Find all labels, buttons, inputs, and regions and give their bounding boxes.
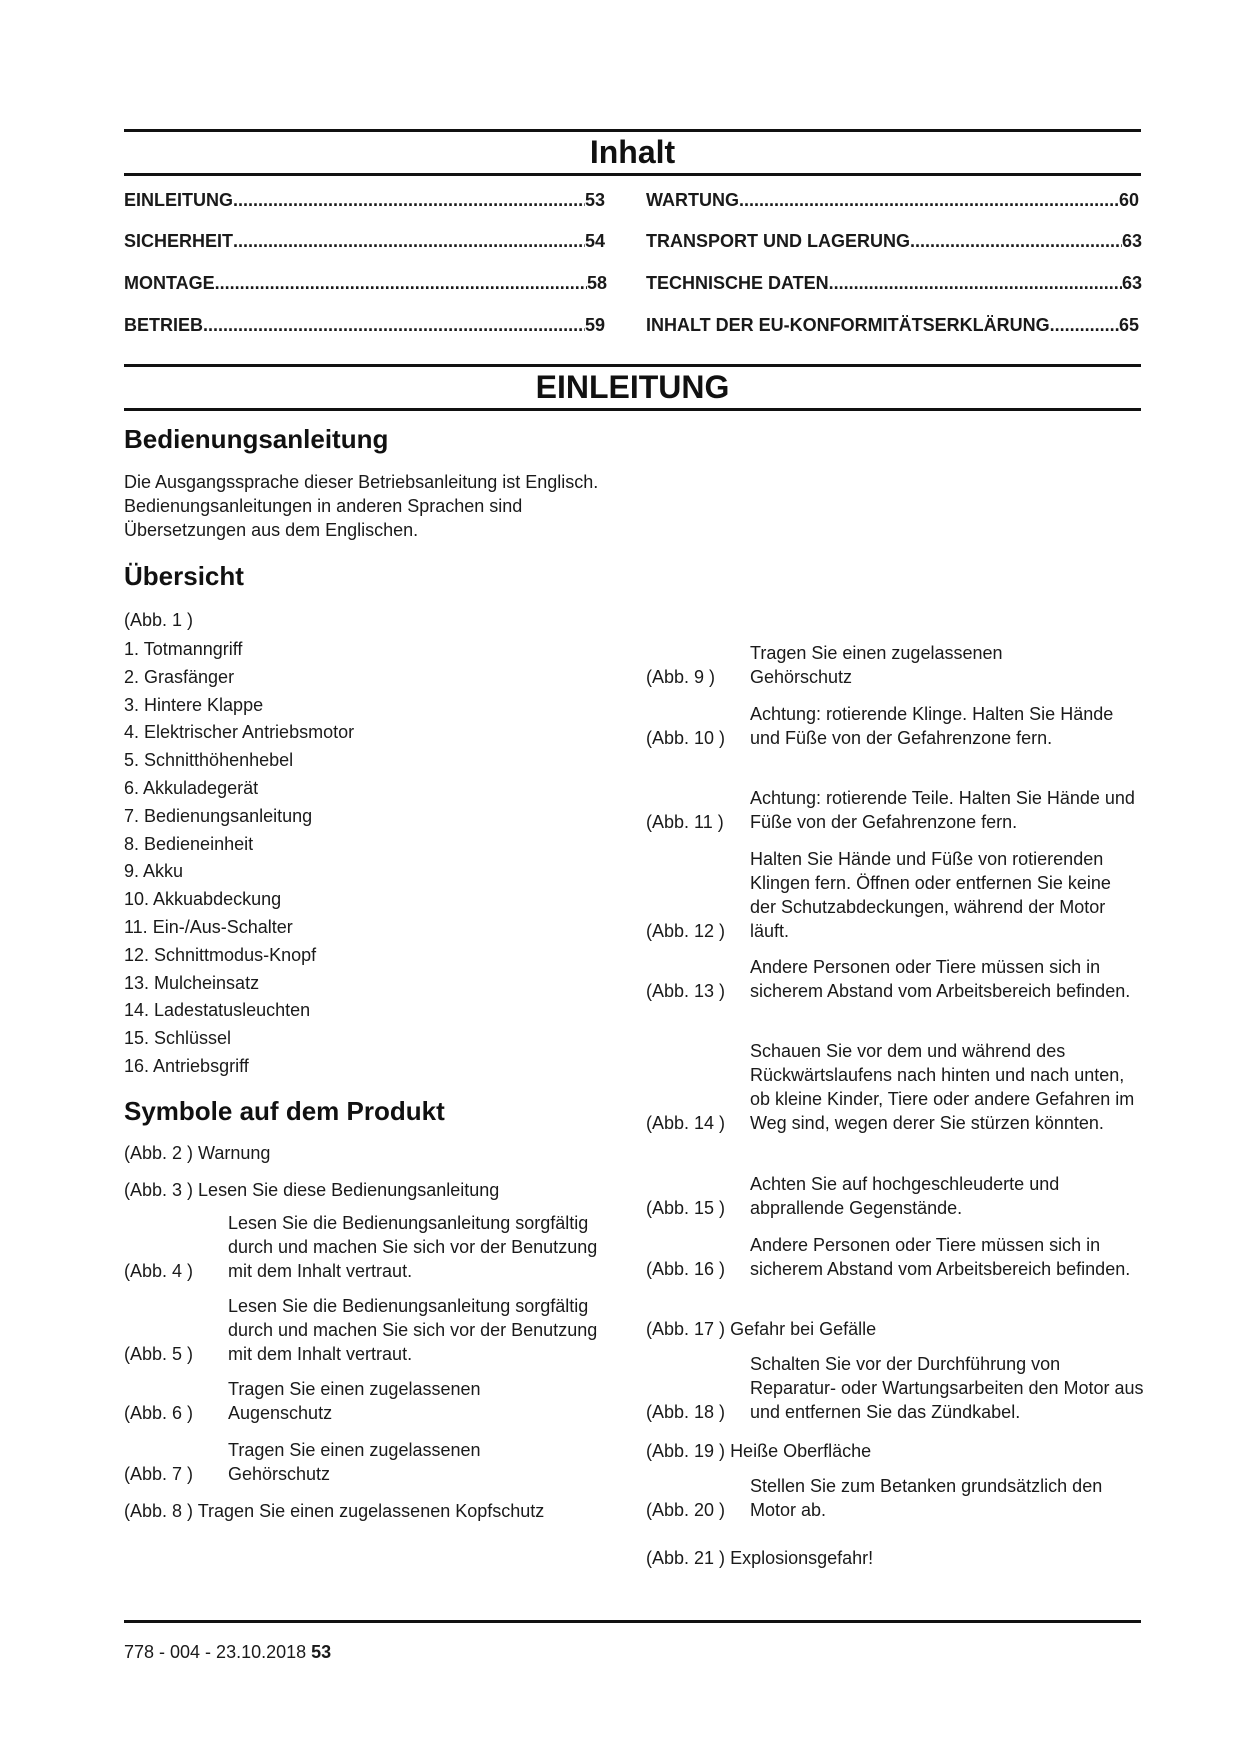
symbol-entry: (Abb. 9 ) Tragen Sie einen zugelassenen Gehörschutz [646, 643, 1003, 687]
list-item: 14. Ladestatusleuchten [124, 1000, 311, 1021]
symbol-entry: (Abb. 21 ) Explosionsgefahr! [646, 1548, 874, 1568]
footer-doc: 778 - 004 - 23.10.2018 [124, 1642, 307, 1662]
overview-heading: Übersicht [124, 561, 244, 591]
symbol-entry: (Abb. 7 ) Tragen Sie einen zugelassenen Gehörschutz [124, 1440, 481, 1484]
symbol-entry: (Abb. 16 ) Andere Personen oder Tiere müssen sich in sicherem Abstand vom Arbeitsbereich befinden. [646, 1235, 1131, 1279]
symbol-entry: (Abb. 10 ) Achtung: rotierende Klinge. Halten Sie Hände und Füße von der Gefahrenzone fern. [646, 704, 1114, 748]
manual-heading: Bedienungsanleitung [124, 424, 389, 454]
toc-entry-montage[interactable]: MONTAGE ..... 58 [124, 273, 607, 294]
list-item: 2. Grasfänger [124, 666, 235, 687]
symbol-entry: (Abb. 5 ) Lesen Sie die Bedienungsanleitung sorgfältig durch und machen Sie sich vor der Benutzung mit dem Inhalt vertraut. [124, 1296, 598, 1364]
symbol-entry: (Abb. 6 ) Tragen Sie einen zugelassenen Augenschutz [124, 1379, 481, 1423]
symbol-entry: (Abb. 17 ) Gefahr bei Gefälle [646, 1319, 877, 1339]
rule-section-bottom [124, 408, 1141, 411]
rule-toc [124, 173, 1141, 176]
toc-title: Inhalt [589, 134, 676, 170]
symbol-entry: (Abb. 19 ) Heiße Oberfläche [646, 1441, 872, 1461]
symbol-entry: (Abb. 14 ) Schauen Sie vor dem und während des Rückwärtslaufens nach hinten und nach unten, ob kleine Kinder, Tiere oder andere Gefahren im Weg sind, wegen derer Sie stürzen könnten. [646, 1041, 1135, 1133]
list-item: 5. Schnitthöhenhebel [124, 750, 294, 771]
symbol-entry: (Abb. 12 ) Halten Sie Hände und Füße von rotierenden Klingen fern. Öffnen oder entfernen Sie keine der Schutzabdeckungen, während der Motor läuft. [646, 849, 1111, 941]
manual-text: Die Ausgangssprache dieser Betriebsanleitung ist Englisch. Bedienungsanleitungen in anderen Sprachen sind Übersetzungen aus dem Englischen. [124, 472, 599, 540]
document-page [124, 0, 1144, 1754]
list-item: 15. Schlüssel [124, 1028, 232, 1049]
toc-entry-sicherheit[interactable]: SICHERHEIT ..... 54 [124, 231, 605, 252]
rule-footer [124, 1620, 1141, 1623]
symbol-entry: (Abb. 18 ) Schalten Sie vor der Durchführung von Reparatur- oder Wartungsarbeiten den Motor aus und entfernen Sie das Zündkabel. [646, 1354, 1144, 1422]
list-item: 8. Bedieneinheit [124, 833, 254, 854]
symbol-entry: (Abb. 2 ) Warnung [124, 1143, 271, 1163]
list-item: 12. Schnittmodus-Knopf [124, 944, 317, 965]
list-item: 13. Mulcheinsatz [124, 972, 260, 993]
symbol-entry: (Abb. 8 ) Tragen Sie einen zugelassenen Kopfschutz [124, 1501, 545, 1521]
toc-entry-betrieb[interactable]: BETRIEB ..... 59 [124, 315, 605, 336]
toc-entry-wartung[interactable]: WARTUNG ..... 60 [646, 190, 1139, 211]
symbol-entry: (Abb. 3 ) Lesen Sie diese Bedienungsanleitung [124, 1180, 500, 1200]
list-item: 16. Antriebsgriff [124, 1055, 249, 1076]
toc-entry-konformitaet[interactable]: INHALT DER EU-KONFORMITÄTSERKLÄRUNG ..... 65 [646, 315, 1139, 336]
overview-list [124, 637, 354, 1082]
toc-entry-einleitung[interactable]: EINLEITUNG ..... 53 [124, 190, 605, 211]
symbol-entry: (Abb. 15 ) Achten Sie auf hochgeschleuderte und abprallende Gegenstände. [646, 1174, 1060, 1218]
symbol-entry: (Abb. 11 ) Achtung: rotierende Teile. Halten Sie Hände und Füße von der Gefahrenzone fern. [646, 788, 1135, 832]
overview-ref: (Abb. 1 ) [124, 610, 194, 630]
list-item: 3. Hintere Klappe [124, 694, 264, 715]
list-item: 11. Ein-/Aus-Schalter [124, 916, 293, 937]
list-item: 10. Akkuabdeckung [124, 889, 282, 910]
list-item: 1. Totmanngriff [124, 639, 243, 659]
toc-entry-transport[interactable]: TRANSPORT UND LAGERUNG ..... 63 [646, 231, 1142, 252]
list-item: 9. Akku [124, 861, 184, 882]
list-item: 4. Elektrischer Antriebsmotor [124, 722, 355, 743]
symbol-entry: (Abb. 20 ) Stellen Sie zum Betanken grundsätzlich den Motor ab. [646, 1476, 1103, 1520]
section-title: EINLEITUNG [535, 369, 730, 405]
list-item: 7. Bedienungsanleitung [124, 805, 313, 826]
symbol-entry: (Abb. 4 ) Lesen Sie die Bedienungsanleitung sorgfältig durch und machen Sie sich vor der Benutzung mit dem Inhalt vertraut. [124, 1213, 598, 1281]
toc-entry-technische-daten[interactable]: TECHNISCHE DATEN ..... 63 [646, 273, 1142, 294]
symbol-entry: (Abb. 13 ) Andere Personen oder Tiere müssen sich in sicherem Abstand vom Arbeitsbereich befinden. [646, 957, 1131, 1001]
page-footer [124, 1642, 331, 1663]
list-item: 6. Akkuladegerät [124, 777, 259, 798]
page-number: 53 [311, 1642, 332, 1662]
symbols-heading: Symbole auf dem Produkt [124, 1096, 445, 1126]
